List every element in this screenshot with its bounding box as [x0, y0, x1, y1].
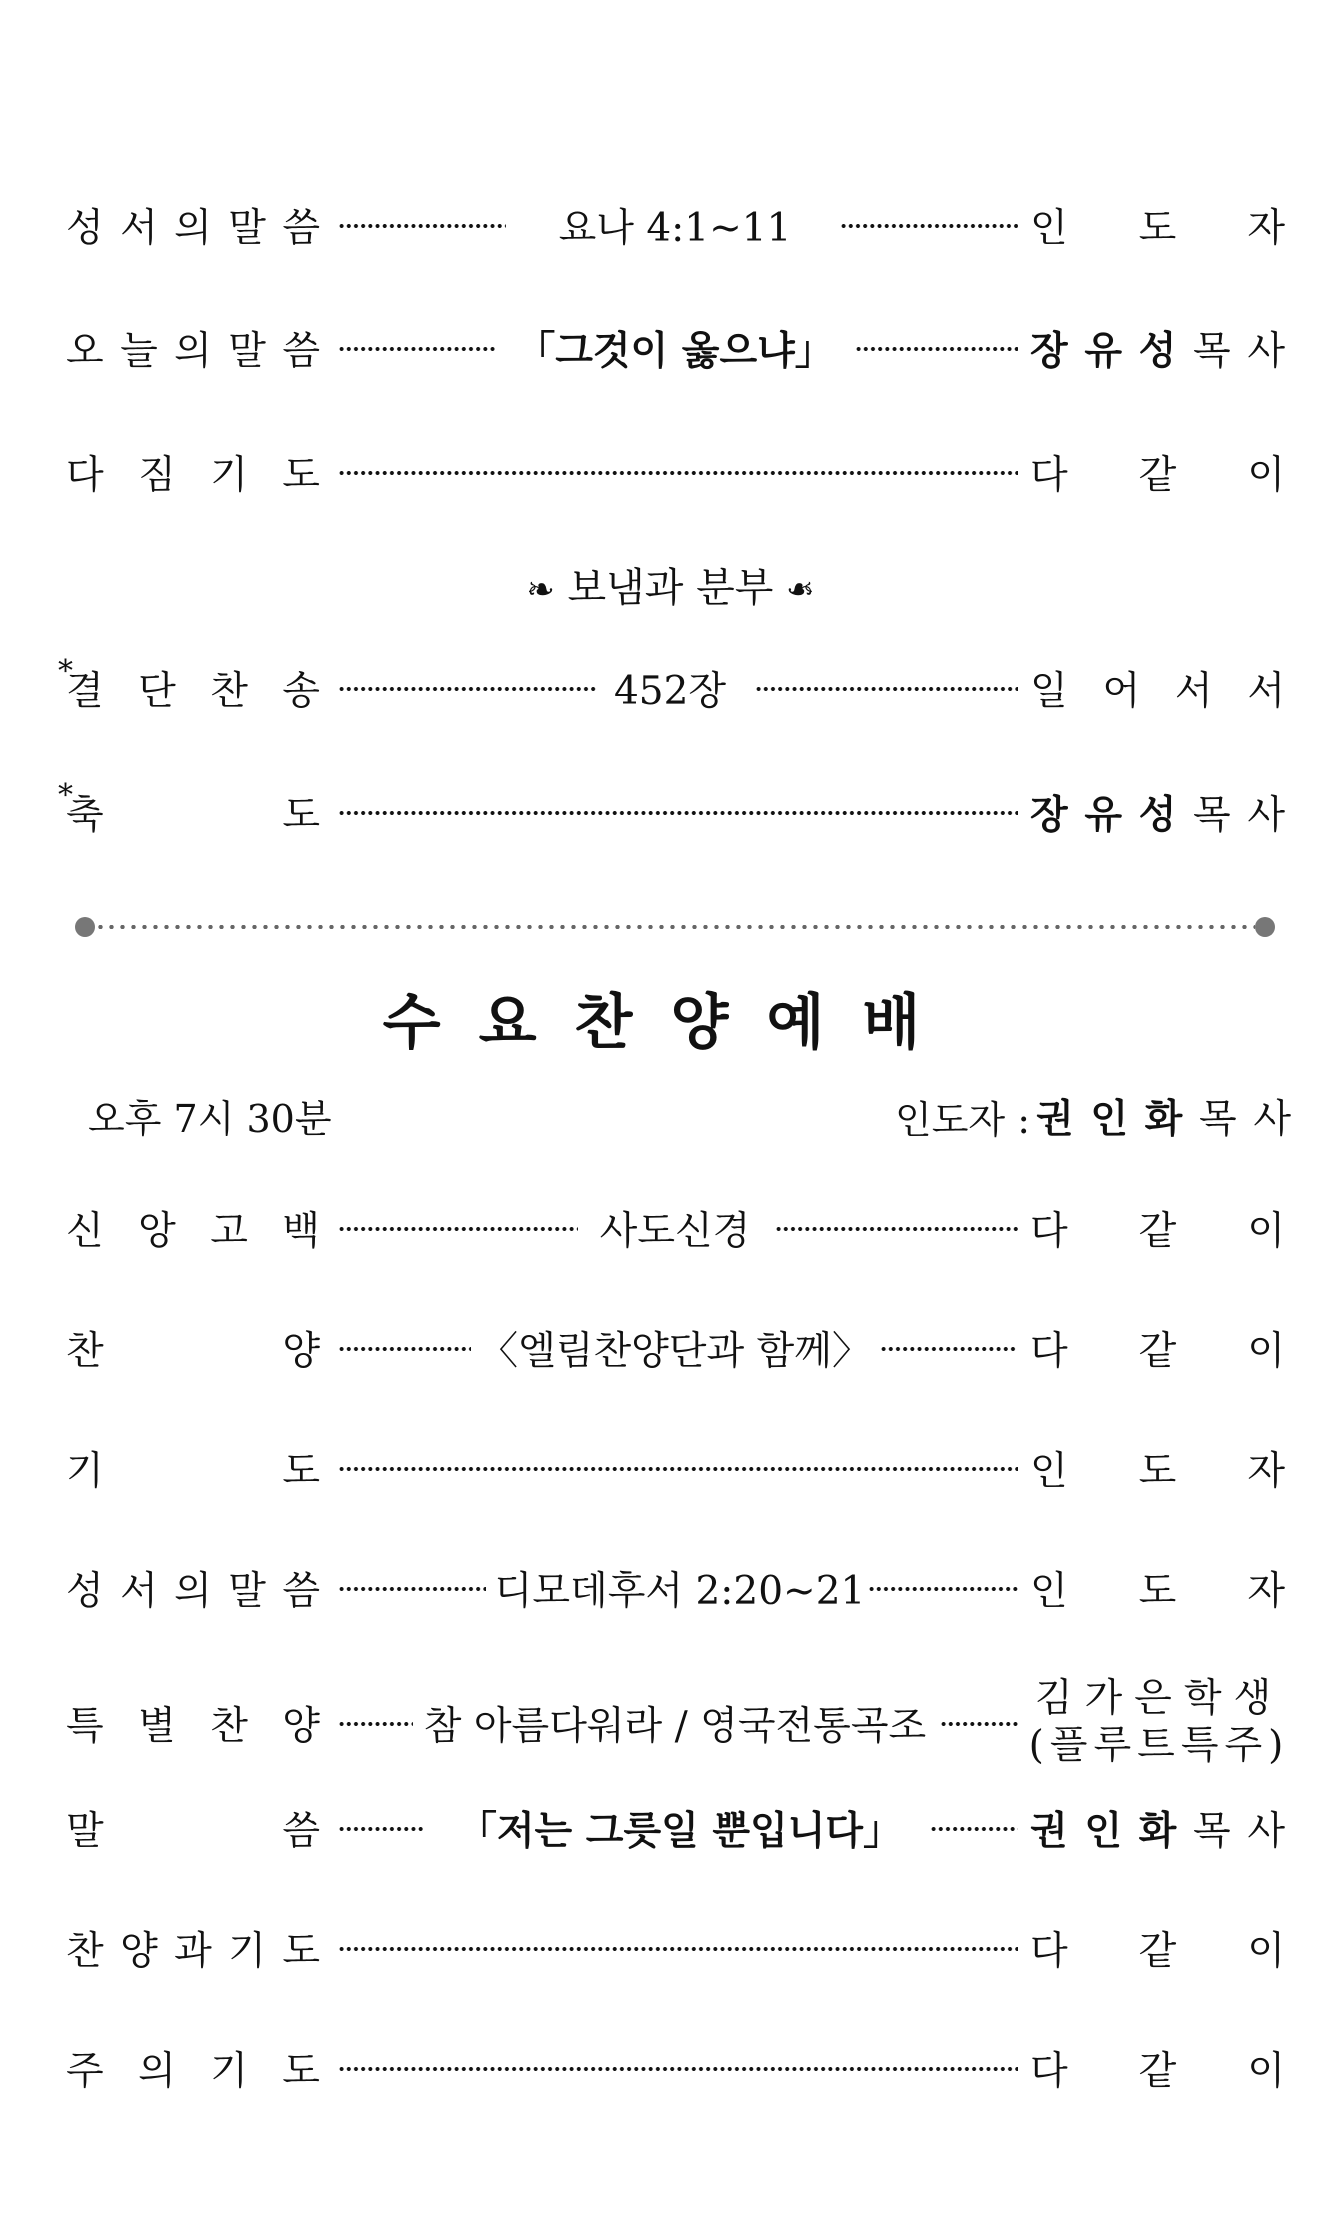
leader-dots [338, 1467, 1018, 1471]
leader-dots [755, 687, 1018, 691]
row-label: 주 의 기 도 [66, 2049, 320, 2094]
service-title: 수요찬양예배 [382, 988, 959, 1058]
row-right-text: 인 도 자 [1030, 1449, 1285, 1494]
leader-dots [338, 811, 1018, 815]
section-divider [85, 917, 1265, 937]
leader-dots [338, 471, 1018, 475]
leader-dots [930, 1827, 1018, 1831]
row-right-text: 일 어 서 서 [1030, 669, 1285, 714]
row-label: 다 짐 기 도 [66, 453, 320, 498]
leader-dots [775, 1227, 1018, 1231]
leader-dots [338, 1722, 413, 1726]
row-label: 신 앙 고 백 [66, 1209, 320, 1254]
row-right-text: 인 도 자 [1030, 206, 1285, 251]
row-right-text: 장 유 성 목 사 [1030, 793, 1285, 838]
row-right-text: 장 유 성 목 사 [1030, 329, 1285, 374]
divider-end-dot [1255, 917, 1275, 937]
row-center-text: 사도신경 [599, 1209, 751, 1254]
hymn-number: 452장 [613, 669, 727, 714]
sermon-title-2: 「저는 그릇일 뿐입니다」 [457, 1809, 903, 1854]
row-label: 특 별 찬 양 [66, 1704, 320, 1749]
leader-dots [338, 1227, 578, 1231]
order-row-sermon [0, 308, 1341, 388]
row-label: 찬 양 과 기 도 [66, 1929, 320, 1974]
row-label: 찬 양 [66, 1329, 320, 1374]
order-row-scripture-2 [0, 1548, 1341, 1628]
row-label: 말 씀 [66, 1809, 320, 1854]
leader-dots [880, 1347, 1018, 1351]
leader-dots [338, 1587, 486, 1591]
row-right-text: 다 같 이 [1030, 2049, 1285, 2094]
ornament-left-icon: ❧ [526, 570, 555, 610]
order-row-benediction [0, 772, 1341, 852]
row-center-text: 요나 4:1~11 [558, 206, 792, 251]
row-center-text: 디모데후서 2:20~21 [494, 1569, 866, 1614]
row-label: 성 서 의 말 씀 [66, 1569, 320, 1614]
order-row-special-music [0, 1668, 1341, 1778]
row-label: * 축 도 [58, 778, 320, 838]
leader-dots [868, 1587, 1018, 1591]
row-right-text: 다 같 이 [1030, 453, 1285, 498]
order-row-scripture [0, 185, 1341, 265]
order-row-praise [0, 1308, 1341, 1388]
order-row-hymn [0, 648, 1341, 728]
divider-end-dot [75, 917, 95, 937]
row-right-text: 인 도 자 [1030, 1569, 1285, 1614]
special-music-performer: 김가은학생 (플루트특주) [1028, 1676, 1290, 1768]
leader-dots [338, 687, 598, 691]
service-leader: 인도자 : 권 인 화 목 사 [895, 1097, 1292, 1142]
sending-header: ❧ 보냄과 분부 ❧ [526, 565, 815, 611]
row-label: 오 늘 의 말 씀 [66, 329, 320, 374]
row-label: * 결 단 찬 송 [58, 654, 320, 714]
leader-dots [338, 1947, 1018, 1951]
divider-dotted-line [95, 925, 1255, 929]
row-right-text: 다 같 이 [1030, 1209, 1285, 1254]
sermon-title: 「그것이 옳으냐」 [516, 329, 834, 374]
leader-dots [338, 1347, 471, 1351]
row-right-text: 다 같 이 [1030, 1329, 1285, 1374]
order-row-confession [0, 1188, 1341, 1268]
order-row-sermon-2 [0, 1788, 1341, 1868]
row-right-text: 권 인 화 목 사 [1030, 1809, 1285, 1854]
leader-dots [855, 347, 1018, 351]
row-center-text: 참 아름다워라 / 영국전통곡조 [423, 1704, 927, 1749]
order-row-lords-prayer [0, 2028, 1341, 2108]
order-row-prayer [0, 1428, 1341, 1508]
leader-dots [338, 224, 506, 228]
service-time: 오후 7시 30분 [88, 1097, 332, 1141]
row-center-text: 〈엘림찬양단과 함께〉 [479, 1329, 871, 1374]
row-label: 기 도 [66, 1449, 320, 1494]
order-row-praise-and-prayer [0, 1908, 1341, 1988]
leader-dots [338, 347, 496, 351]
order-row-commitment-prayer [0, 432, 1341, 512]
row-right-text: 다 같 이 [1030, 1929, 1285, 1974]
leader-dots [338, 2067, 1018, 2071]
leader-dots [338, 1827, 423, 1831]
leader-dots [840, 224, 1018, 228]
leader-dots [940, 1722, 1018, 1726]
row-label: 성 서 의 말 씀 [66, 206, 320, 251]
ornament-right-icon: ❧ [786, 570, 815, 610]
